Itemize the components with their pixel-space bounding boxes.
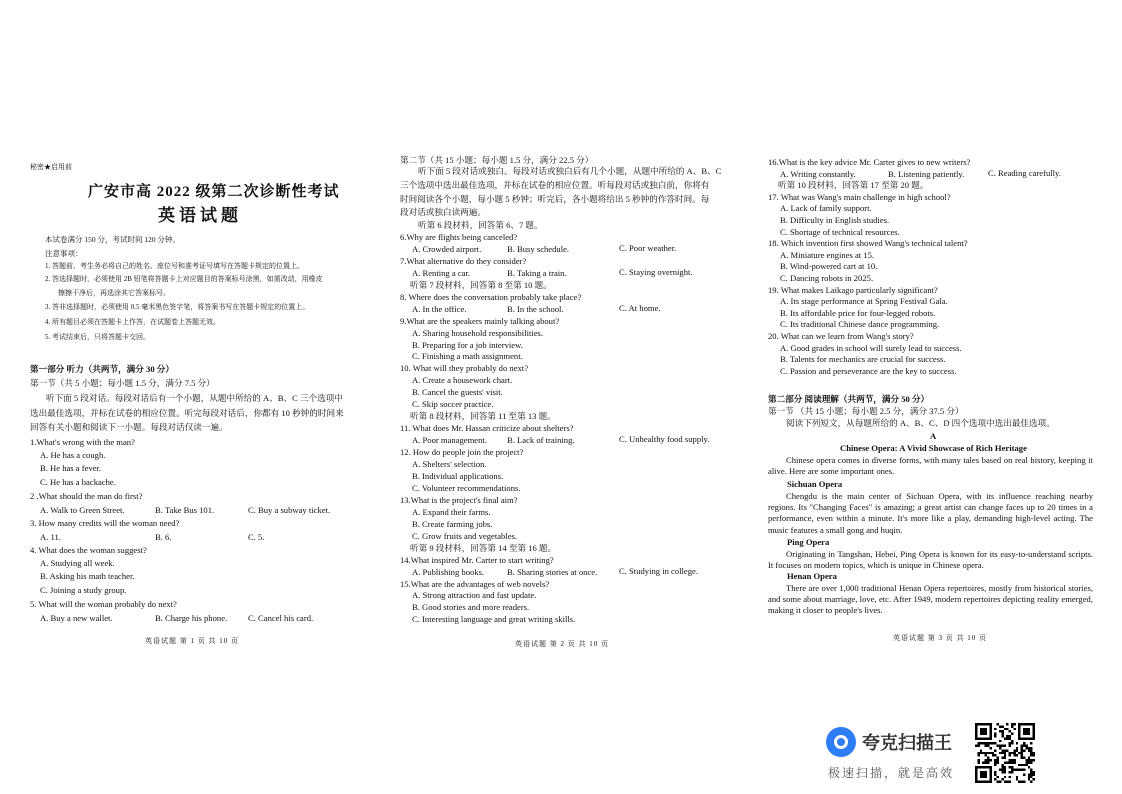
passage-section-heading: Sichuan Opera — [787, 479, 843, 489]
question-stem: 4. What does the woman suggest? — [30, 545, 147, 555]
answer-option: A. Miniature engines at 15. — [780, 249, 875, 260]
answer-option: C. Dancing robots in 2025. — [780, 273, 874, 283]
listening-instruction: 听第 8 段材料，回答第 11 至第 13 题。 — [410, 411, 556, 422]
answer-option: A. Strong attraction and fast update. — [412, 590, 537, 601]
answer-option: A. In the office. — [412, 303, 467, 314]
answer-option: B. Lack of training. — [507, 435, 575, 446]
listening-instruction: 听第 7 段材料，回答第 8 至第 10 题。 — [410, 279, 552, 290]
answer-option: B. Sharing stories at once. — [507, 566, 598, 577]
question-stem: 2 .What should the man do first? — [30, 491, 143, 501]
answer-option: A. Expand their farms. — [412, 506, 491, 517]
watermark-brand: 夸克扫描王 — [862, 733, 952, 754]
answer-option: A. Its stage performance at Spring Festival Gala. — [780, 296, 948, 307]
watermark-slogan: 极速扫描，就是高效 — [828, 766, 955, 780]
section2-heading: 第二节（共 15 小题；每小题 1.5 分，满分 22.5 分） — [400, 155, 594, 165]
answer-option: B. Wind-powered cart at 10. — [780, 261, 878, 272]
passage-letter: A — [930, 431, 937, 441]
section1-heading: 第一节（共 5 小题；每小题 1.5 分，满分 7.5 分） — [30, 378, 215, 388]
passage-section-text: Chengdu is the main center of Sichuan Opera, with its influence reaching nearby regions. Its "Changing Faces" is amazing; a great artist can change faces up to 20 times in a performance, even within a minute. It's more like a play, demanding high-level acting. The music features a small gong and huqin. — [768, 491, 1093, 535]
question-stem: 18. Which invention first showed Wang's technical talent? — [768, 238, 968, 249]
directions-line: 选出最佳选项，并标在试卷的相应位置。听完每段对话后，你都有 10 秒钟的时间来 — [30, 407, 344, 418]
question-stem: 15.What are the advantages of web novels? — [400, 578, 550, 589]
answer-option: C. Shortage of technical resources. — [780, 226, 900, 237]
answer-option: B. Preparing for a job interview. — [412, 339, 523, 350]
answer-option: C. Cancel his card. — [248, 613, 314, 623]
answer-option: C. Interesting language and great writing skills. — [412, 614, 576, 625]
answer-option: C. Reading carefully. — [988, 167, 1061, 178]
question-stem: 3. How many credits will the woman need? — [30, 518, 180, 528]
page3-footer: 英语试题 第 3 页 共 10 页 — [893, 634, 987, 642]
answer-option: B. Taking a train. — [507, 267, 567, 278]
exam-intro: 本试卷满分 150 分，考试时间 120 分钟。 — [45, 235, 180, 244]
answer-option: A. Good grades in school will surely lead to success. — [780, 342, 962, 353]
answer-option: B. Good stories and more readers. — [412, 602, 530, 613]
answer-option: B. Listening patiently. — [888, 168, 965, 179]
answer-option: A. Publishing books. — [412, 566, 485, 577]
scanner-logo-icon — [826, 727, 856, 757]
passage-title: Chinese Opera: A Vivid Showcase of Rich Heritage — [840, 443, 1027, 453]
answer-option: A. 11. — [40, 532, 61, 542]
question-stem: 17. What was Wang's main challenge in high school? — [768, 191, 951, 202]
question-stem: 13.What is the project's final aim? — [400, 494, 518, 505]
part2-directions: 阅读下列短文，从每题所给的 A、B、C、D 四个选项中选出最佳选项。 — [786, 418, 1055, 428]
answer-option: B. Talents for mechanics are crucial for success. — [780, 354, 946, 365]
note-item: 4. 所有题目必须在答题卡上作答，在试题卷上答题无效。 — [45, 318, 220, 326]
question-stem: 7.What alternative do they consider? — [400, 255, 527, 266]
answer-option: B. He has a fever. — [40, 463, 102, 473]
answer-option: A. Poor management. — [412, 435, 487, 446]
answer-option: C. At home. — [619, 302, 661, 313]
answer-option: A. Renting a car. — [412, 267, 470, 278]
answer-option: C. Poor weather. — [619, 242, 677, 253]
listening-instruction: 听第 10 段材料，回答第 17 至第 20 题。 — [778, 180, 929, 191]
part2-section1-heading: 第一节 （共 15 小题；每小题 2.5 分，满分 37.5 分） — [768, 406, 964, 416]
part2-heading: 第二部分 阅读理解（共两节，满分 50 分） — [768, 394, 930, 404]
answer-option: B. Asking his math teacher. — [40, 571, 135, 581]
directions-line: 三个选项中选出最佳选项，并标在试卷的相应位置。听每段对话或独白前，你将有 — [400, 179, 710, 190]
passage-section-text: There are over 1,000 traditional Henan Opera repertoires, mostly from historical stories, and some about marriage, love, etc. After 1949, modern repertoires depicting reality emerged, making it closer to people's lives. — [768, 583, 1093, 616]
answer-option: C. 5. — [248, 532, 265, 542]
answer-option: C. Skip soccer practice. — [412, 399, 494, 410]
answer-option: C. Its traditional Chinese dance programming. — [780, 319, 940, 330]
directions-line: 段对话或独白读两遍。 — [400, 207, 486, 218]
answer-option: C. Studying in college. — [619, 565, 699, 576]
passage-intro: Chinese opera comes in diverse forms, with many tales based on real history, keeping it alive. Here are some important ones. — [768, 455, 1093, 477]
directions-line: 听下面 5 段对话或独白。每段对话或独白后有几个小题，从题中所给的 A、B、C — [418, 166, 722, 176]
answer-option: C. Finishing a math assignment. — [412, 351, 523, 362]
answer-option: C. Staying overnight. — [619, 266, 693, 277]
passage-section-heading: Ping Opera — [787, 537, 830, 547]
question-stem: 8. Where does the conversation probably take place? — [400, 291, 582, 302]
question-stem: 5. What will the woman probably do next? — [30, 599, 177, 609]
answer-option: A. Crowded airport. — [412, 243, 482, 254]
notes-heading: 注意事项： — [45, 249, 83, 258]
directions-line: 听下面 5 段对话。每段对话后有一个小题，从题中所给的 A、B、C 三个选项中 — [46, 393, 343, 403]
question-stem: 14.What inspired Mr. Carter to start writing? — [400, 554, 554, 565]
answer-option: A. Walk to Green Street. — [40, 505, 125, 515]
directions-line: 时间阅读各个小题，每小题 5 秒钟；听完后，各小题将给出 5 秒钟的作答时间。每 — [400, 193, 710, 204]
question-stem: 6.Why are flights being canceled? — [400, 231, 518, 242]
answer-option: B. Difficulty in English studies. — [780, 215, 890, 225]
answer-option: A. Sharing household responsibilities. — [412, 327, 544, 338]
scanner-watermark — [826, 725, 971, 785]
answer-option: C. Passion and perseverance are the key to success. — [780, 365, 957, 376]
question-stem: 20. What can we learn from Wang's story? — [768, 331, 914, 341]
secret-tag: 秘密★启用前 — [30, 163, 72, 171]
question-stem: 19. What makes Laikago particularly significant? — [768, 284, 938, 295]
answer-option: C. Grow fruits and vegetables. — [412, 530, 518, 541]
answer-option: B. Individual applications. — [412, 470, 504, 481]
listening-instruction: 听第 6 段材料，回答第 6、7 题。 — [418, 220, 543, 230]
answer-option: C. Buy a subway ticket. — [248, 505, 331, 515]
answer-option: B. Take Bus 101. — [155, 505, 215, 515]
note-item: 2. 答选择题时，必须使用 2B 铅笔将答题卡上对应题目的答案标号涂黑，如需改动，用橡皮 — [45, 275, 323, 283]
answer-option: B. Cancel the guests' visit. — [412, 387, 503, 398]
answer-option: B. In the school. — [507, 303, 564, 314]
answer-option: B. Create farming jobs. — [412, 518, 493, 529]
answer-option: C. Volunteer recommendations. — [412, 482, 521, 493]
passage-section-heading: Henan Opera — [787, 571, 837, 581]
question-stem: 12. How do people join the project? — [400, 447, 524, 458]
answer-option: A. Lack of family support. — [780, 203, 872, 214]
answer-option: B. Charge his phone. — [155, 613, 228, 623]
question-stem: 1.What's wrong with the man? — [30, 437, 135, 447]
answer-option: A. Create a housework chart. — [412, 375, 513, 386]
answer-option: A. Shelters' selection. — [412, 459, 487, 469]
note-item: 1. 答题前，考生务必将自己的姓名、座位号和准考证号填写在答题卡规定的位置上。 — [45, 262, 304, 270]
page1-footer: 英语试题 第 1 页 共 10 页 — [145, 637, 239, 645]
answer-option: A. Buy a new wallet. — [40, 613, 113, 623]
answer-option: B. Busy schedule. — [507, 243, 570, 254]
exam-title: 广安市高 2022 级第二次诊断性考试 — [88, 184, 340, 200]
passage-section-text: Originating in Tangshan, Hebei, Ping Opera is known for its easy-to-understand scripts. It focuses on modern topics, which is unique in Chinese opera. — [768, 549, 1093, 571]
answer-option: B. Its affordable price for four-legged robots. — [780, 307, 936, 318]
page2-footer: 英语试题 第 2 页 共 10 页 — [515, 640, 609, 648]
question-stem: 9.What are the speakers mainly talking about? — [400, 315, 560, 326]
answer-option: C. He has a backache. — [40, 477, 116, 487]
answer-option: A. Studying all week. — [40, 558, 115, 568]
note-item: 3. 答非选择题时，必须使用 0.5 毫米黑色签字笔，将答案书写在答题卡规定的位置上。 — [45, 303, 310, 311]
question-stem: 11. What does Mr. Hassan criticize about shelters? — [400, 423, 574, 434]
answer-option: A. Writing constantly. — [780, 168, 856, 179]
note-item: 5. 考试结束后，只将答题卡交回。 — [45, 333, 150, 341]
part1-heading: 第一部分 听力（共两节，满分 30 分） — [30, 364, 174, 374]
answer-option: C. Joining a study group. — [40, 585, 127, 595]
listening-instruction: 听第 9 段材料，回答第 14 至第 16 题。 — [410, 542, 557, 553]
note-item: 擦擦干净后，再选涂其它答案标号。 — [58, 289, 170, 297]
answer-option: A. He has a cough. — [40, 450, 106, 460]
qr-code-icon — [975, 723, 1035, 783]
exam-subject: 英语试题 — [158, 206, 242, 225]
answer-option: C. Unhealthy food supply. — [619, 434, 710, 445]
answer-option: B. 6. — [155, 532, 172, 542]
question-stem: 10. What will they probably do next? — [400, 363, 529, 374]
question-stem: 16.What is the key advice Mr. Carter gives to new writers? — [768, 157, 971, 167]
directions-line: 回答有关小题和阅读下一小题。每段对话仅读一遍。 — [30, 422, 228, 432]
